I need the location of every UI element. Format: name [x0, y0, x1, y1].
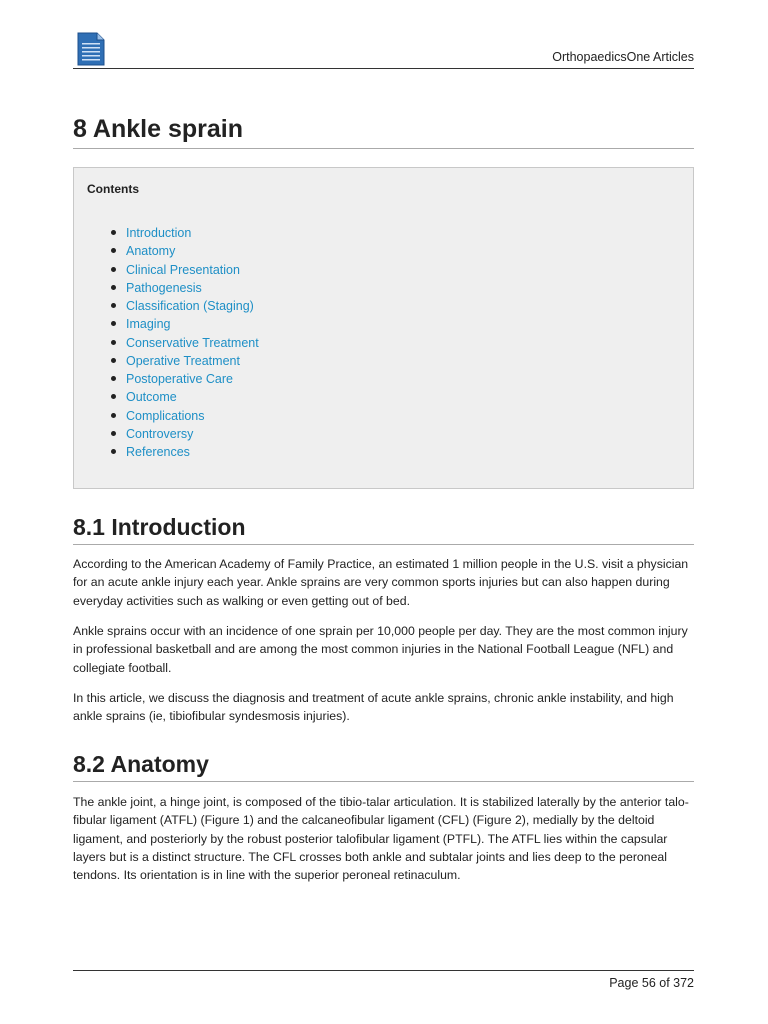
chapter-title: 8 Ankle sprain [73, 112, 694, 149]
contents-item [126, 242, 259, 260]
contents-link-imaging[interactable]: Imaging [126, 317, 171, 332]
contents-item [126, 370, 259, 388]
introduction-paragraph-1: According to the American Academy of Family Practice, an estimated 1 million people in the U.S. visit a physician for an acute ankle injury each year. Ankle sprains are very common sports injuries but can also happen during everyday activities such as walking or even getting out of bed. [73, 557, 689, 608]
contents-link-controversy[interactable]: Controversy [126, 426, 194, 441]
table-of-contents [73, 167, 694, 489]
bullet-icon [111, 321, 116, 326]
contents-link-introduction[interactable]: Introduction [126, 226, 192, 240]
page-number: Page 56 of 372 [609, 976, 694, 990]
contents-item [126, 407, 259, 425]
contents-link-anatomy[interactable]: Anatomy [126, 244, 176, 259]
contents-link-references[interactable]: References [126, 445, 190, 459]
contents-title: Contents [87, 182, 139, 196]
bullet-icon [111, 394, 116, 399]
contents-link-outcome[interactable]: Outcome [126, 390, 177, 405]
contents-item [126, 388, 259, 406]
contents-item [126, 443, 259, 461]
header-title: OrthopaedicsOne Articles [552, 50, 694, 64]
bullet-icon [111, 285, 116, 290]
contents-link-complications[interactable]: Complications [126, 408, 205, 423]
contents-item [126, 224, 259, 242]
bullet-icon [111, 431, 116, 436]
contents-link-pathogenesis[interactable]: Pathogenesis [126, 280, 202, 295]
bullet-icon [111, 267, 116, 272]
contents-item [126, 315, 259, 333]
anatomy-paragraph-1: The ankle joint, a hinge joint, is composed of the tibio-talar articulation. It is stabilized laterally by the anterior talo-fibular ligament (ATFL) (Figure 1) and the calcaneofibular ligament (CFL) (Figure 2), medially by the deltoid ligament, and posteriorly by the robust posterior talofibular ligament (PTFL). The ATFL lies within the capsular layers but is a distinct structure. The CFL crosses both ankle and subtalar joints and lies deep to the peroneal tendons. Its orientation is in line with the superior peroneal retinaculum. [73, 795, 689, 883]
contents-item [126, 261, 259, 279]
bullet-icon [111, 358, 116, 363]
bullet-icon [111, 230, 116, 235]
bullet-icon [111, 303, 116, 308]
contents-list [126, 224, 259, 461]
section-heading-introduction: 8.1 Introduction [73, 512, 694, 545]
contents-link-postoperative-care[interactable]: Postoperative Care [126, 372, 234, 386]
contents-item [126, 425, 259, 443]
contents-link-operative-treatment[interactable]: Operative Treatment [126, 353, 240, 368]
contents-link-classification[interactable]: Classification (Staging) [126, 299, 254, 313]
introduction-paragraph-2: Ankle sprains occur with an incidence of one sprain per 10,000 people per day. They are the most common injury in professional basketball and are among the most common injuries in the National Football League (NFL) and collegiate football. [73, 624, 688, 675]
section-heading-anatomy: 8.2 Anatomy [73, 749, 694, 782]
bullet-icon [111, 376, 116, 381]
document-icon [77, 32, 105, 66]
contents-item [126, 297, 259, 315]
bullet-icon [111, 248, 116, 253]
contents-item [126, 334, 259, 352]
bullet-icon [111, 449, 116, 454]
bullet-icon [111, 340, 116, 345]
page-footer [73, 970, 694, 990]
introduction-paragraph-3: In this article, we discuss the diagnosis and treatment of acute ankle sprains, chronic ankle instability, and high ankle sprains (ie, tibiofibular syndesmosis injuries). [73, 691, 674, 724]
contents-link-conservative-treatment[interactable]: Conservative Treatment [126, 335, 259, 350]
bullet-icon [111, 413, 116, 418]
contents-item [126, 352, 259, 370]
contents-item [126, 279, 259, 297]
page-header [73, 30, 694, 69]
contents-link-clinical-presentation[interactable]: Clinical Presentation [126, 262, 240, 277]
